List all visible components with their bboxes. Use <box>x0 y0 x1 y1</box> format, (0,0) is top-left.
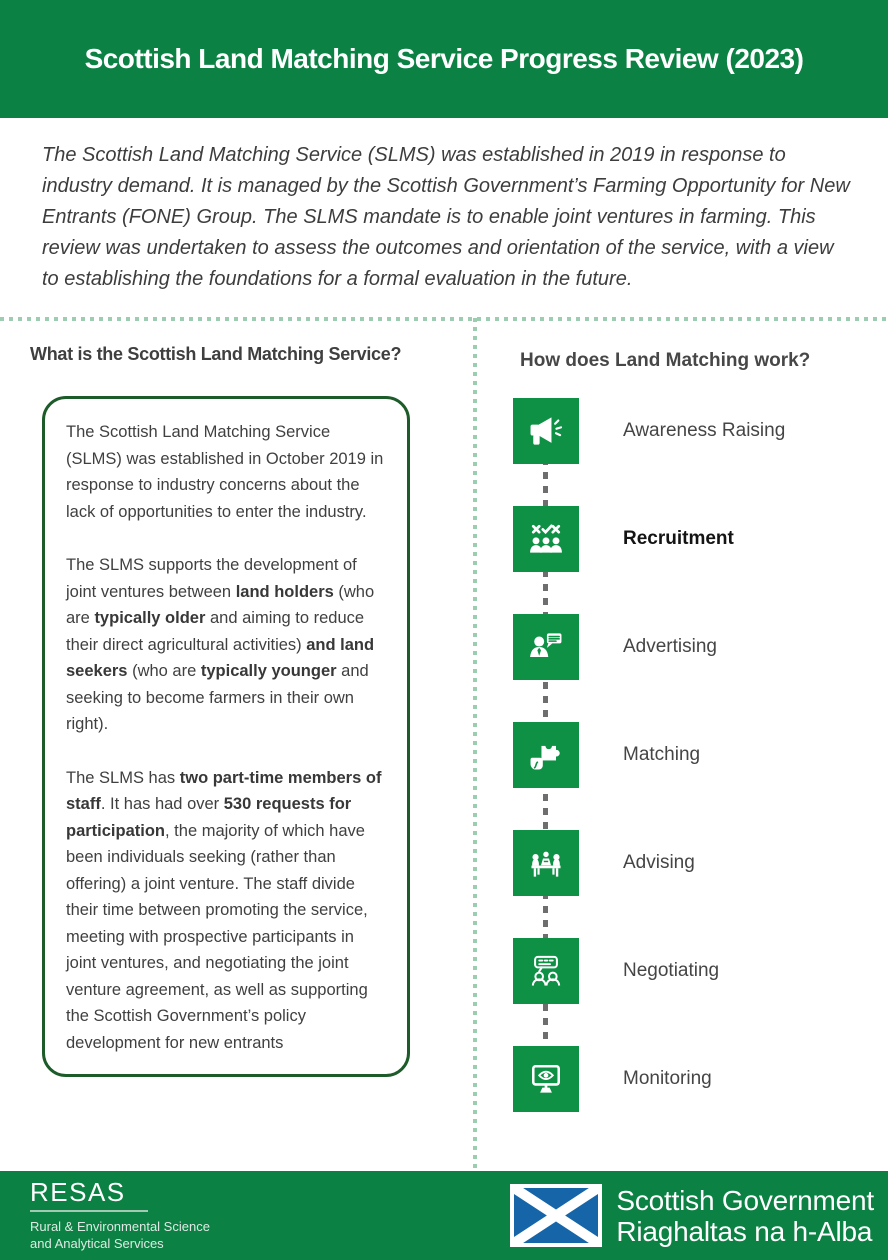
info-paragraph-2: The SLMS supports the development of joint ventures between land holders (who are typically older and aiming to reduce their direct agricultural activities) and land seekers (who are typically younger and seeking to become farmers in their own right). <box>66 556 375 733</box>
info-paragraph-3: The SLMS has two part-time members of staff. It has had over 530 requests for participation, the majority of which have been individuals seeking (rather than offering) a joint venture. The staff divide their time between promoting the service, meeting with prospective participants in joint ventures, and negotiating the joint venture agreement, as well as supporting the Scottish Government’s policy development for new entrants <box>66 768 382 1052</box>
resas-name: RESAS <box>30 1177 126 1207</box>
footer-bar <box>0 1171 888 1260</box>
megaphone-icon <box>513 398 579 464</box>
people-selection-icon <box>513 506 579 572</box>
info-box <box>42 396 410 1077</box>
step-label: Advising <box>623 852 695 873</box>
step-advising <box>513 830 785 896</box>
step-matching <box>513 722 785 788</box>
left-column-heading: What is the Scottish Land Matching Service? <box>30 344 402 364</box>
step-label: Negotiating <box>623 960 720 981</box>
step-label: Advertising <box>623 636 717 657</box>
horizontal-dotted-divider <box>0 317 888 321</box>
saltire-flag-icon <box>510 1184 602 1247</box>
intro-paragraph: The Scottish Land Matching Service (SLMS) was established in 2019 in response to industry demand. It is managed by the Scottish Government’s Farming Opportunity for New Entrants (FONE) Group. The SLMS mandate is to enable joint ventures in farming. This review was undertaken to assess the outcomes and orientation of the service, with a view to establishing the foundations for a formal evaluation in the future. <box>42 144 850 290</box>
resas-rule <box>30 1210 148 1212</box>
scotgov-line2: Riaghaltas na h-Alba <box>616 1215 873 1247</box>
resas-tagline-line2: and Analytical Services <box>30 1236 164 1251</box>
step-negotiating <box>513 938 785 1004</box>
two-people-dialogue-icon <box>513 938 579 1004</box>
step-recruitment <box>513 506 785 572</box>
vertical-dotted-divider <box>473 318 477 1171</box>
process-steps <box>513 398 785 1154</box>
info-paragraph-1: The Scottish Land Matching Service (SLMS) was established in October 2019 in response to industry concerns about the lack of opportunities to enter the industry. <box>66 423 384 521</box>
person-speech-bubble-icon <box>513 614 579 680</box>
step-awareness-raising <box>513 398 785 464</box>
step-label: Matching <box>623 744 701 765</box>
monitor-eye-icon <box>513 1046 579 1112</box>
step-label: Awareness Raising <box>623 420 786 441</box>
right-column-heading: How does Land Matching work? <box>520 350 811 371</box>
resas-logo <box>30 1179 210 1252</box>
meeting-table-icon <box>513 830 579 896</box>
step-label: Monitoring <box>623 1068 712 1089</box>
resas-tagline-line1: Rural & Environmental Science <box>30 1219 210 1234</box>
step-label: Recruitment <box>623 528 734 549</box>
scotgov-line1: Scottish Government <box>616 1184 874 1216</box>
scotgov-wordmark <box>616 1185 874 1247</box>
step-advertising <box>513 614 785 680</box>
step-monitoring <box>513 1046 785 1112</box>
page-title: Scottish Land Matching Service Progress Review (2023) <box>84 43 804 74</box>
hand-puzzle-piece-icon <box>513 722 579 788</box>
header-banner <box>0 0 888 118</box>
scotgov-logo <box>510 1184 874 1247</box>
